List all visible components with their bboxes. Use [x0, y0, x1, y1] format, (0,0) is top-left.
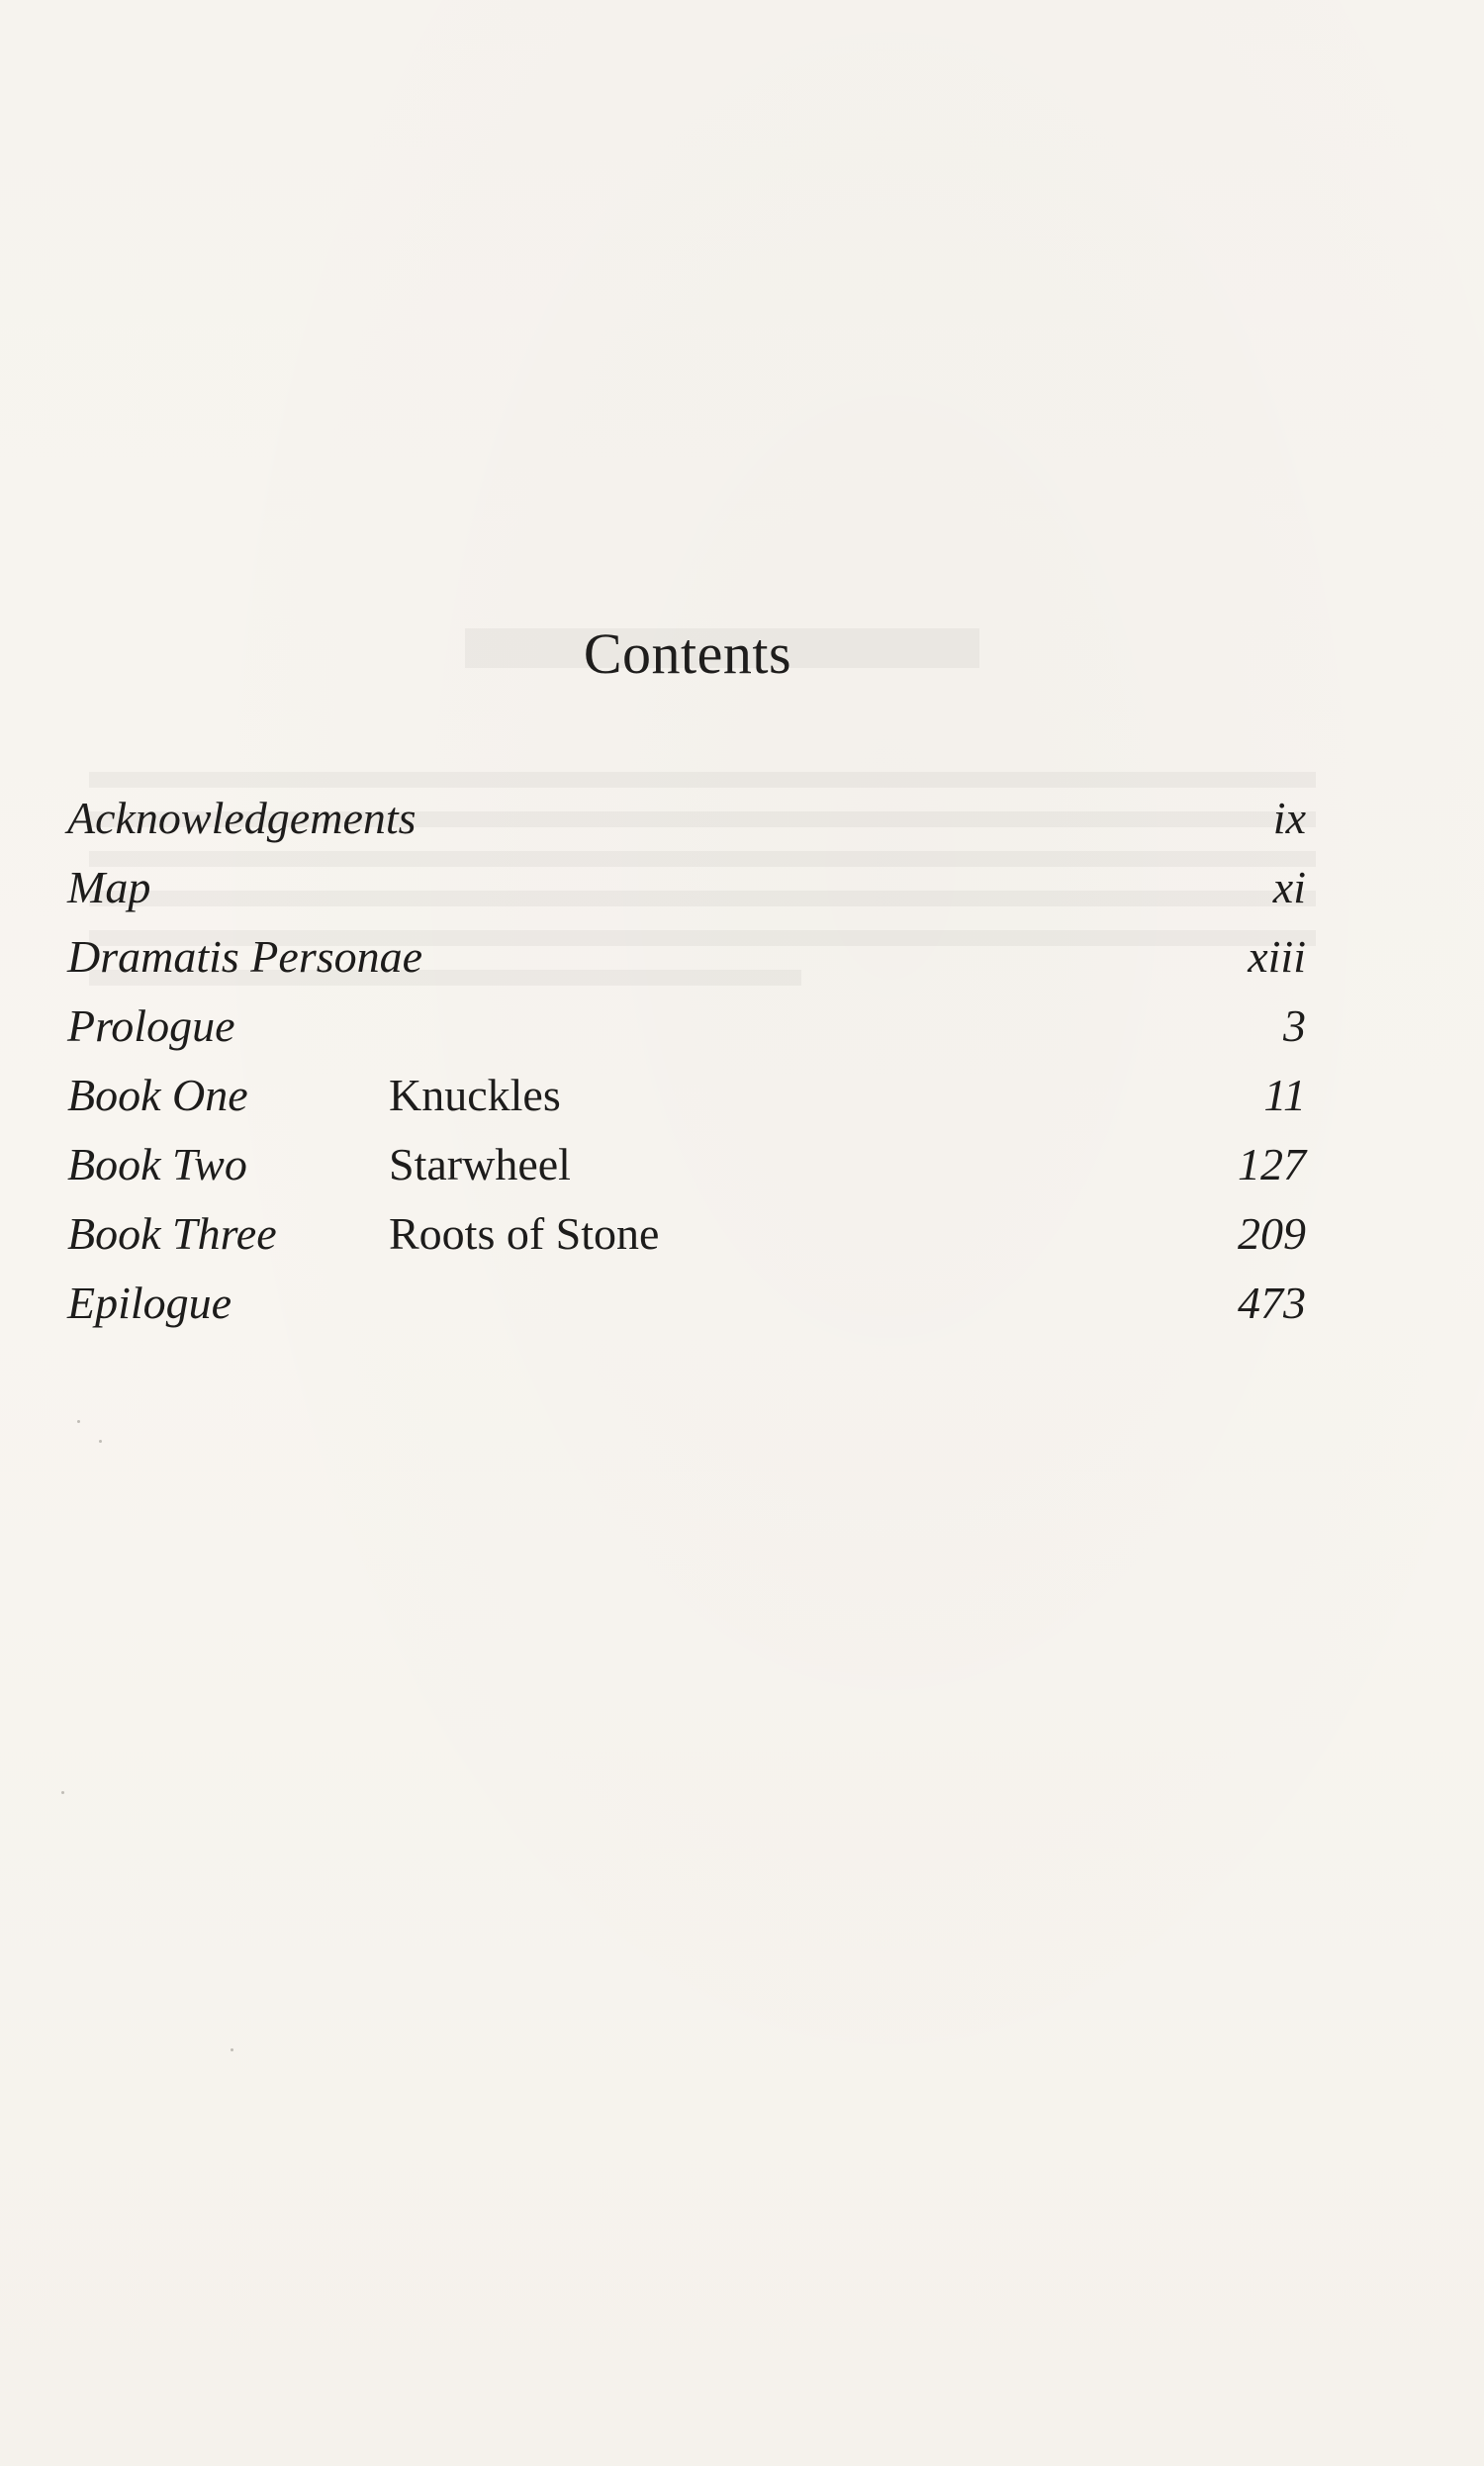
toc-entry-page-number: 11: [1263, 1070, 1306, 1120]
toc-entry: [67, 1207, 1306, 1277]
toc-entry-subtitle: Starwheel: [389, 1139, 571, 1189]
toc-entry-label: Book One: [67, 1070, 248, 1120]
toc-entry: [67, 999, 1306, 1069]
table-of-contents: [67, 792, 1306, 1346]
toc-entry-subtitle: Knuckles: [389, 1070, 561, 1120]
paper-speck: [99, 1440, 102, 1443]
toc-entry: [67, 1138, 1306, 1207]
toc-entry-label: Map: [67, 862, 151, 912]
page-title: Contents: [583, 621, 792, 686]
paper-speck: [231, 2048, 233, 2051]
toc-entry-label: Book Two: [67, 1139, 247, 1189]
toc-entry: [67, 1277, 1306, 1346]
toc-entry-page-number: 127: [1238, 1139, 1306, 1189]
toc-entry-page-number: 3: [1283, 1000, 1306, 1051]
toc-entry: [67, 1069, 1306, 1138]
toc-entry-page-number: 209: [1238, 1208, 1306, 1259]
toc-entry-label: Prologue: [67, 1000, 235, 1051]
toc-entry-label: Book Three: [67, 1208, 277, 1259]
toc-entry-page-number: xi: [1272, 862, 1306, 912]
paper-speck: [77, 1420, 80, 1423]
toc-entry: [67, 861, 1306, 930]
toc-entry: [67, 930, 1306, 999]
toc-entry-page-number: ix: [1272, 793, 1306, 843]
paper-speck: [61, 1791, 64, 1794]
toc-entry-label: Acknowledgements: [67, 793, 417, 843]
toc-entry-subtitle: Roots of Stone: [389, 1208, 660, 1259]
toc-entry-label: Dramatis Personae: [67, 931, 423, 982]
toc-entry-label: Epilogue: [67, 1278, 232, 1328]
toc-entry-page-number: 473: [1238, 1278, 1306, 1328]
toc-entry-page-number: xiii: [1248, 931, 1306, 982]
toc-entry: [67, 792, 1306, 861]
